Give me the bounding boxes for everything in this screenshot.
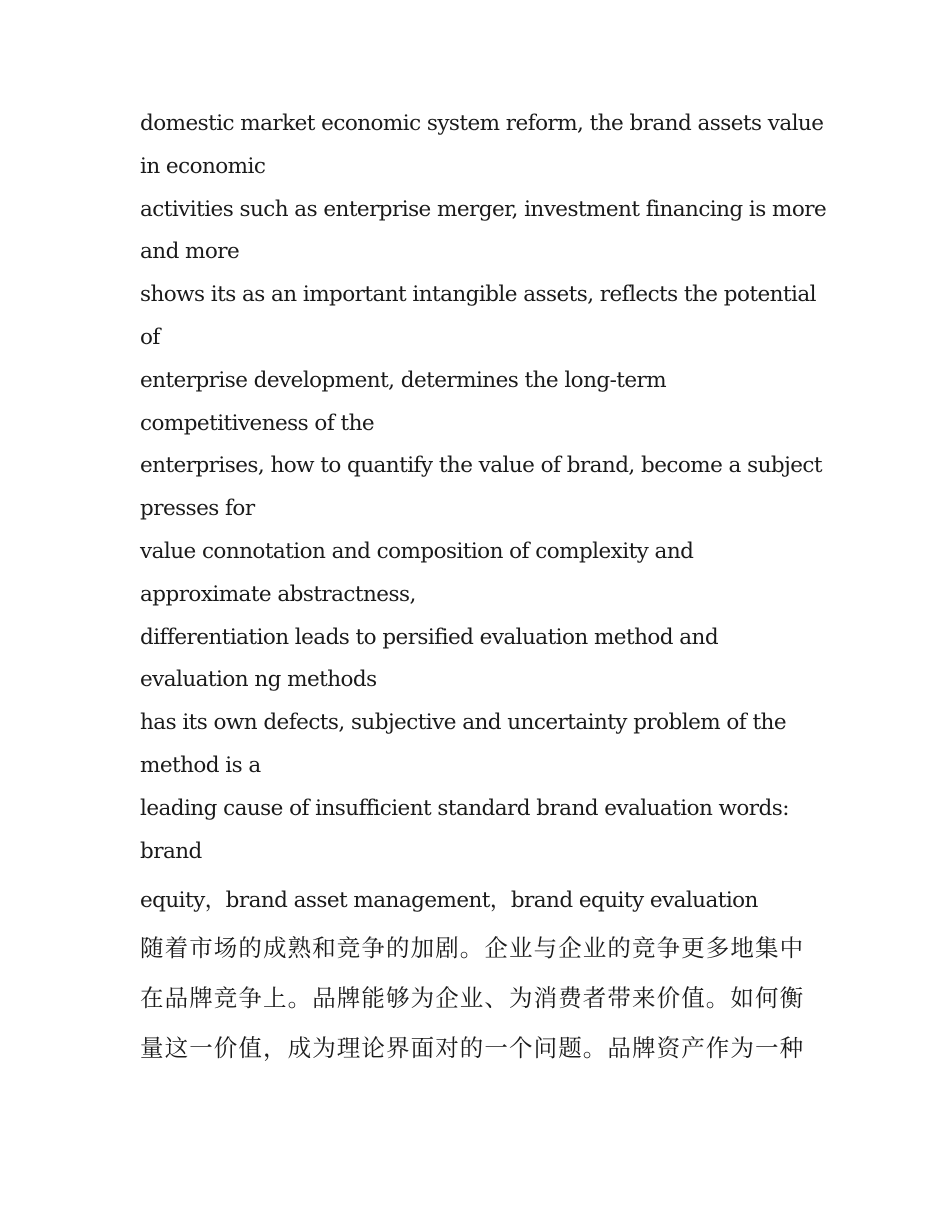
text-line: leading cause of insufficient standard brand evaluation words: bbox=[140, 795, 789, 821]
text-line: approximate abstractness, bbox=[140, 581, 416, 607]
text-line: competitiveness of the bbox=[140, 410, 375, 436]
text-line: evaluation ng methods bbox=[140, 667, 377, 693]
text-line: enterprises, how to quantify the value of brand, become a subject bbox=[140, 453, 822, 479]
text-line: shows its as an important intangible assets, reflects the potential bbox=[140, 282, 816, 308]
text-line: value connotation and composition of complexity and bbox=[140, 538, 694, 564]
text-line: activities such as enterprise merger, investment financing is more bbox=[140, 196, 827, 222]
text-line: domestic market economic system reform, the brand assets value bbox=[140, 111, 824, 136]
text-line: of bbox=[140, 324, 160, 350]
text-line: in economic bbox=[140, 153, 266, 179]
text-line: 量这一价值，成为理论界面对的一个问题。品牌资产作为一种 bbox=[140, 1034, 805, 1063]
english-abstract bbox=[140, 103, 827, 923]
document-page bbox=[140, 103, 827, 1073]
text-line: presses for bbox=[140, 496, 255, 522]
text-line: 随着市场的成熟和竞争的加剧。企业与企业的竞争更多地集中 bbox=[140, 934, 805, 963]
text-line: and more bbox=[140, 239, 240, 265]
text-line: brand bbox=[140, 838, 202, 864]
text-line: enterprise development, determines the long-term bbox=[140, 367, 667, 393]
keywords-line: equity，brand asset management，brand equity evaluation bbox=[140, 888, 758, 914]
text-line: differentiation leads to persified evaluation method and bbox=[140, 624, 719, 650]
text-line: method is a bbox=[140, 752, 261, 778]
text-line: 在品牌竞争上。品牌能够为企业、为消费者带来价值。如何衡 bbox=[140, 984, 805, 1013]
chinese-paragraph bbox=[140, 923, 820, 1073]
text-line: has its own defects, subjective and uncertainty problem of the bbox=[140, 710, 787, 736]
